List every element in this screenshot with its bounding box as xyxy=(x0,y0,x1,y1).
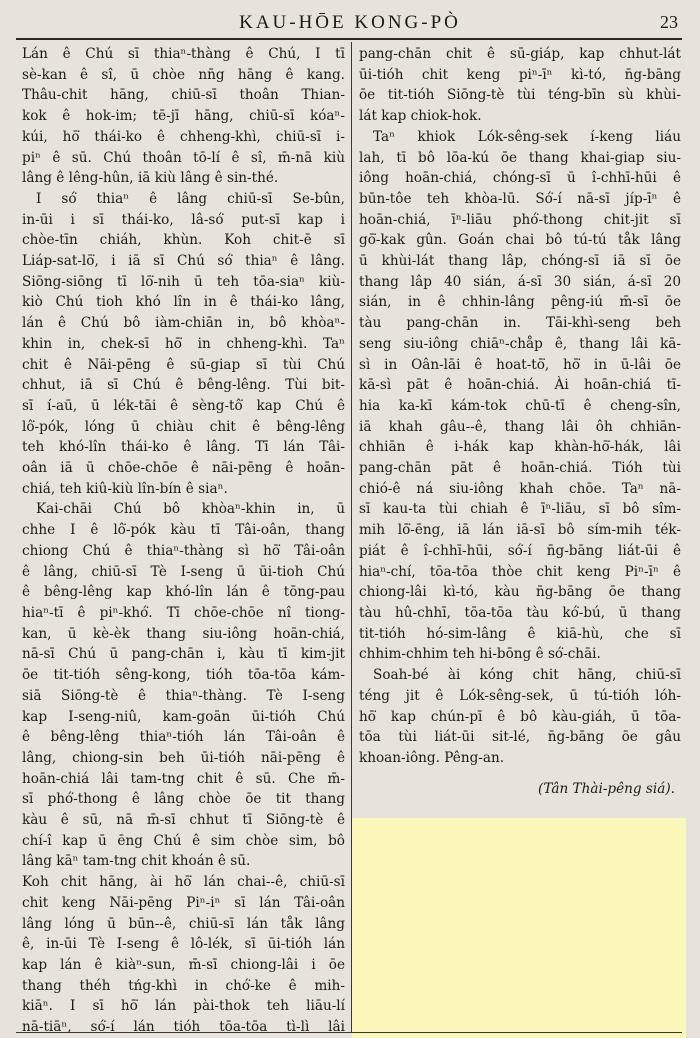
text-line: chòe-tīn chiáh, khùn. Koh chit-ē sī xyxy=(22,232,345,249)
text-line: ū khùi-lát thang lâp, chóng-sī iā sī ōe xyxy=(359,253,681,270)
text-line: lát kap chiok-hok. xyxy=(359,108,482,125)
text-line: ê lâng, chiū-sī Tè I-seng ū ūi-tioh Chú xyxy=(22,563,345,580)
text-line: lâng lóng ū būn--ê, chiū-sī lán tåk lâng xyxy=(22,915,345,932)
text-line: tàu hû-chhī, tōa-tōa tàu kó͘-bú, ū thang xyxy=(359,604,681,621)
text-line: kan, ū kè-èk thang siu-iông hoān-chiá, xyxy=(22,625,345,642)
text-line: hoān-chiá, īⁿ-liāu phó͘-thong chit-jit sī xyxy=(359,211,681,228)
text-line: chiong-lâi kì-tó, kàu n̄g-bāng ōe thang xyxy=(359,584,681,601)
text-line: iông hoān-chiá, chóng-sī ū î-chhī-hūi ê xyxy=(359,170,681,187)
text-line: téng jit ê Lók-sêng-sek, ū tú-tióh lóh- xyxy=(359,687,681,704)
text-line: chhe I ê lô͘-pók kàu tī Tâi-oân, thang xyxy=(22,522,345,539)
text-line: thang lâp 40 sián, á-sī 30 sián, á-sī 20 xyxy=(359,273,681,290)
text-line: Koh chit hāng, ài hō͘ lán chai--ê, chiū-sī xyxy=(22,874,345,891)
text-line: tit-tióh hó-sim-lâng ê kiā-hù, che sī xyxy=(359,625,681,642)
text-line: chhim-chhim teh hi-bōng ê só͘-chāi. xyxy=(359,646,601,663)
header-rule xyxy=(16,38,682,40)
text-line: lô͘-pók, lóng ū chiàu chit ê bêng-lêng xyxy=(22,418,345,435)
text-line: lâng ê lêng-hûn, iā kiù lâng ê sin-thé. xyxy=(22,170,279,187)
text-line: mih lō͘-ēng, iā lán iā-sī bô sím-mih ték- xyxy=(359,522,681,539)
text-line: lâng kāⁿ tam-tng chit khoán ê sū. xyxy=(22,853,251,870)
text-line: I só͘ thiaⁿ ê lâng chiū-sī Se-bûn, xyxy=(36,190,345,207)
text-line: hiaⁿ-tī ê piⁿ-khó͘. Tī chōe-chōe nî tiong- xyxy=(22,604,345,621)
text-line: pang-chān pāt ê hoān-chiá. Tióh tùi xyxy=(359,460,681,477)
text-line: nā-tiāⁿ, só͘-í lán tióh tōa-tōa tì-lì lâi xyxy=(22,1019,345,1036)
left-column xyxy=(22,44,345,1038)
text-line: nā-sī Chú ū pang-chān i, kàu tī kim-jit xyxy=(22,646,345,663)
text-line: ê bêng-lêng thiaⁿ-tióh lán Tâi-oân ê xyxy=(22,729,345,746)
text-line: khoan-iông. Pêng-an. xyxy=(359,749,505,766)
text-line: kiò Chú tioh khó lîn in ê thái-ko lâng, xyxy=(22,294,345,311)
right-column xyxy=(359,44,681,799)
text-line: kiāⁿ. I sī hō͘ lán pài-thok teh liāu-lí xyxy=(22,998,345,1015)
text-line: Siōng-siōng tī lō͘-nih ū teh tōa-siaⁿ kiù- xyxy=(22,273,345,290)
text-line: chiá, teh kiû-kiù lîn-bín ê siaⁿ. xyxy=(22,480,228,497)
text-line: sè-kan ê sî, ū chòe nn̄g hāng ê kang. xyxy=(22,66,345,83)
text-line: chit ê Nāi-pēng ê sū-giap sī tùi Chú xyxy=(22,356,345,373)
publication-title: KAU-HŌE KONG-PÒ xyxy=(239,12,461,33)
text-line: chí-î kap ū ēng Chú ê sim chòe sim, bô xyxy=(22,832,345,849)
page-header xyxy=(0,0,700,42)
text-line: seng siu-iông chiāⁿ-chåp ê, thang lâi kā- xyxy=(359,335,681,352)
text-line: Taⁿ khiok Lók-sêng-sek í-keng liáu xyxy=(373,128,681,145)
text-line: siā Siōng-tè ê thiaⁿ-thàng. Tè I-seng xyxy=(22,687,345,704)
text-line: lah, tī bô lōa-kú ōe thang khai-giap siu- xyxy=(359,149,681,166)
text-line: hoān-chiá lâi tam-tng chit ê sū. Che m̄- xyxy=(22,770,345,787)
text-line: tàu pang-chān in. Tāi-khì-seng beh xyxy=(359,315,681,332)
text-line: hō͘ kap chún-pī ê bô kàu-giáh, ū tōa- xyxy=(359,708,681,725)
text-line: lâng, chiong-sin beh ūi-tióh nāi-pēng ê xyxy=(22,749,345,766)
text-line: ūi-tióh chit keng piⁿ-īⁿ kì-tó, n̄g-bāng xyxy=(359,66,681,83)
text-line: Kai-chāi Chú bô khòaⁿ-khin in, ū xyxy=(36,501,345,518)
text-line: chit keng Nāi-pēng Piⁿ-iⁿ sī lán Tâi-oân xyxy=(22,894,345,911)
text-line: khin in, chek-sī hō͘ in chheng-khì. Taⁿ xyxy=(22,335,345,352)
text-line: chhut, iā sī Chú ê bêng-lêng. Tùi bit- xyxy=(22,377,345,394)
text-line: hiaⁿ-chí, tōa-tōa thòe chit keng Piⁿ-īⁿ ê xyxy=(359,563,681,580)
text-line: chhiān ê i-hák kap khàn-hō͘-hák, lâi xyxy=(359,439,681,456)
text-line: kàu ê sū, nā m̄-sī chhut tī Siōng-tè ê xyxy=(22,812,345,829)
text-line: būn-tôe teh khòa-lū. Só͘-í nā-sī jíp-īⁿ ê xyxy=(359,190,681,207)
text-line: Lán ê Chú sī thiaⁿ-thàng ê Chú, I tī xyxy=(22,46,345,62)
text-line: pang-chān chit ê sū-giáp, kap chhut-lát xyxy=(359,46,681,62)
text-line: Liáp-sat-lō͘, i iā sī Chú só͘ thiaⁿ ê lâng. xyxy=(22,253,345,270)
text-line: ōe tit-tióh Siōng-tè tùi téng-bīn sù khùi- xyxy=(359,87,681,104)
text-line: ê, in-ūi Tè I-seng ê lô-lék, sī ūi-tióh lán xyxy=(22,936,345,953)
text-line: ōe tit-tióh sêng-kong, tióh tōa-tōa kám- xyxy=(22,667,345,684)
text-line: tōa tùi liát-ūi sit-lé, n̄g-bāng ōe gâu xyxy=(359,729,681,746)
text-line: hia ka-kī kám-tok chū-tī ê cheng-sîn, xyxy=(359,397,681,414)
text-line: thang théh tńg-khì in chó͘-ke ê mih- xyxy=(22,977,345,994)
text-line: piát ê î-chhī-hūi, só͘-í n̄g-bāng liát-ūi ê xyxy=(359,542,681,559)
text-line: gō͘-kak gûn. Goán chai bô tú-tú tåk lâng xyxy=(359,232,681,249)
text-line: sián, in ê chhin-lâng pêng-iú m̄-sī ōe xyxy=(359,294,681,311)
text-line: sì in Oân-lāi ê hoat-tō͘, hō͘ in ū-lâi ōe xyxy=(359,356,681,373)
text-line: ê bêng-lêng kap khó-lîn lán ê tōng-pau xyxy=(22,584,345,601)
text-line: in-ūi i sī thái-ko, lâ-só͘ put-sī kap i xyxy=(22,211,345,228)
text-line: teh khó-lîn thái-ko ê lâng. Tī lán Tâi- xyxy=(22,439,345,456)
text-line: kap I-seng-niû, kam-goān ūi-tióh Chú xyxy=(22,708,345,725)
text-line: lán ê Chú bô iàm-chiān in, bô khòaⁿ- xyxy=(22,315,345,332)
text-line: kúi, hō͘ thái-ko ê chheng-khì, chiū-sī i- xyxy=(22,128,345,145)
text-line: sī kau-ta tùi chiah ê īⁿ-liāu, sī bô sîm- xyxy=(359,501,681,518)
author-signature: (Tân Thài-pêng siá). xyxy=(538,780,675,797)
text-line: chió-ê ná siu-iông khah chōe. Taⁿ nā- xyxy=(359,480,681,497)
text-line: sī í-aū, ū lék-tāi ê sèng-tô͘ kap Chú ê xyxy=(22,397,345,414)
bottom-rule xyxy=(16,1032,682,1033)
page-number: 23 xyxy=(660,12,678,32)
text-line: Thâu-chit hāng, chiū-sī thoân Thian- xyxy=(22,87,345,104)
text-line: kā-sì pāt ê hoān-chiá. Ài hoān-chiá tī- xyxy=(359,377,681,394)
text-line: kap lán ê kiàⁿ-sun, m̄-sī chiong-lâi i ōe xyxy=(22,956,345,973)
text-line: kok ê hok-im; tē-jī hāng, chiū-sī kóaⁿ- xyxy=(22,108,345,125)
text-line: Soah-bé ài kóng chit hāng, chiū-sī xyxy=(373,667,681,684)
text-line: piⁿ ê sū. Chú thoân tō-lí ê sî, m̄-nā kiù xyxy=(22,149,345,166)
text-line: sī phó͘-thong ê lâng chòe ōe tit thang xyxy=(22,791,345,808)
text-line: oân iā ū chōe-chōe ê nāi-pēng ê hoān- xyxy=(22,460,345,477)
text-line: iā khah gâu--ê, thang lâi ôh chhiān- xyxy=(359,418,681,435)
yellow-highlight-block xyxy=(352,818,686,1038)
text-line: chiong Chú ê thiaⁿ-thàng sì hō͘ Tâi-oân xyxy=(22,542,345,559)
